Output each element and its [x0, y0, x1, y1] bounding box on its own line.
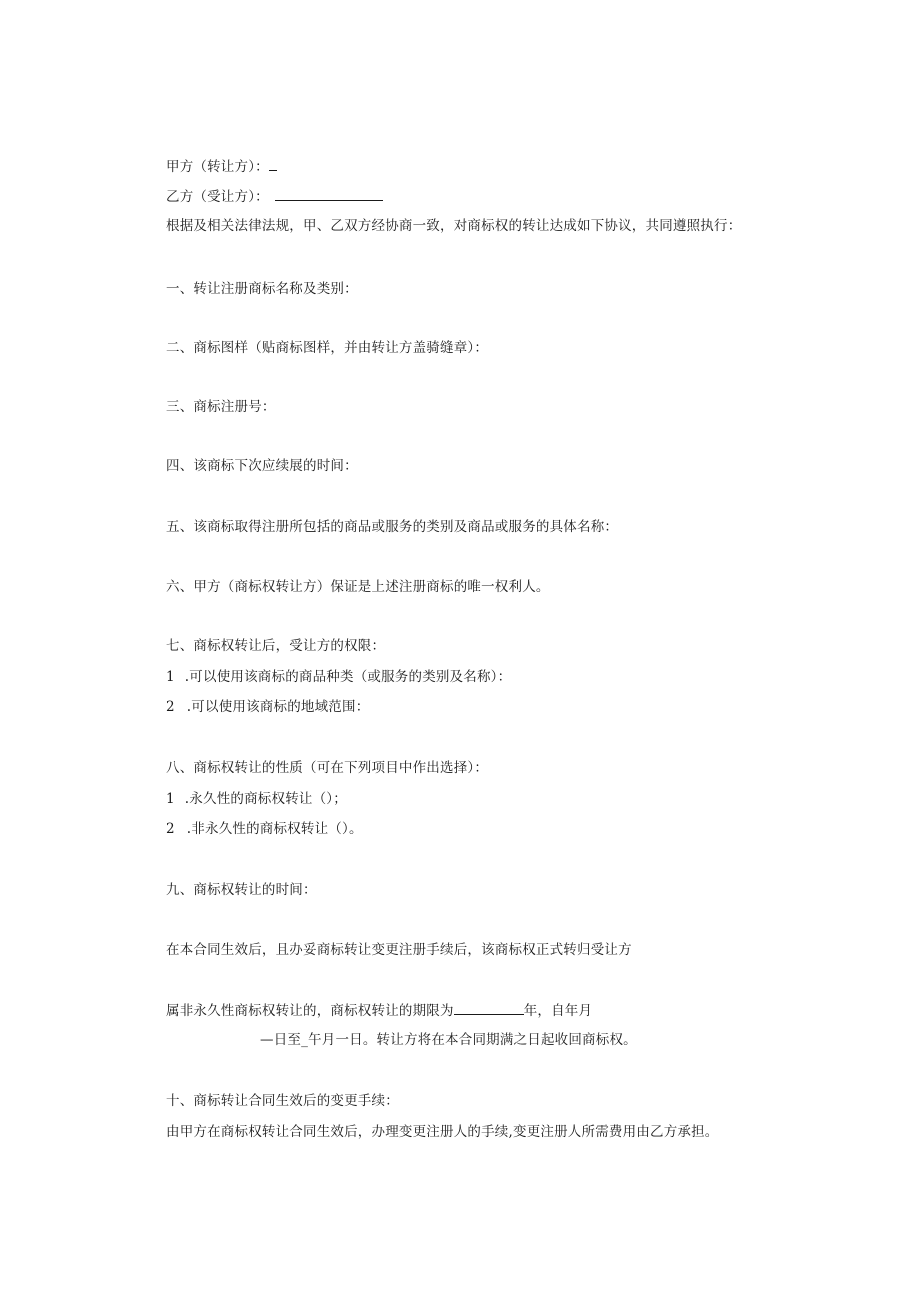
item-text: .可以使用该商标的地域范围：: [186, 699, 370, 715]
term-text-a: 属非永久性商标权转让的，商标权转让的期限为: [166, 1003, 454, 1019]
section-5-heading: 五、该商标取得注册所包括的商品或服务的类别及商品或服务的具体名称：: [166, 519, 619, 535]
section-9-paragraph-2: [166, 1000, 592, 1021]
item-number: 2: [166, 821, 175, 837]
term-text-b: 年，自年月: [523, 1003, 593, 1019]
item-text: .可以使用该商标的商品种类（或服务的类别及名称）：: [184, 669, 512, 685]
party-a-blank: [269, 156, 277, 171]
party-b-line: [166, 186, 383, 207]
section-4-heading: 四、该商标下次应续展的时间：: [166, 458, 358, 474]
section-7-item-2: [166, 697, 369, 717]
intro-paragraph: 根据及相关法律法规，甲、乙双方经协商一致，对商标权的转让达成如下协议，共同遵照执行：: [166, 218, 742, 234]
party-a-line: [166, 156, 277, 177]
term-years-blank: [454, 1000, 524, 1015]
section-7-item-1: [166, 667, 511, 687]
section-8-item-2: [166, 819, 363, 839]
item-number: 1: [166, 669, 175, 685]
section-1-heading: 一、转让注册商标名称及类别：: [166, 281, 358, 297]
party-a-label: 甲方（转让方）：: [166, 159, 269, 175]
section-10-paragraph: 由甲方在商标权转让合同生效后，办理变更注册人的手续,变更注册人所需费用由乙方承担。: [166, 1124, 719, 1140]
section-2-heading: 二、商标图样（贴商标图样，并由转让方盖骑缝章）：: [166, 340, 489, 356]
section-9-paragraph-3: —日至_午月一日。转让方将在本合同期满之日起收回商标权。: [260, 1032, 637, 1048]
section-8-item-1: [166, 789, 347, 809]
section-10-heading: 十、商标转让合同生效后的变更手续：: [166, 1093, 399, 1109]
party-b-blank: [275, 186, 383, 201]
section-9-paragraph-1: 在本合同生效后，且办妥商标转让变更注册手续后，该商标权正式转归受让方: [166, 942, 632, 958]
section-7-heading: 七、商标权转让后，受让方的权限：: [166, 638, 386, 654]
item-text: .非永久性的商标权转让（）。: [186, 821, 363, 837]
party-b-label: 乙方（受让方）：: [166, 189, 269, 205]
item-number: 1: [166, 791, 175, 807]
section-3-heading: 三、商标注册号：: [166, 399, 276, 415]
section-9-heading: 九、商标权转让的时间：: [166, 882, 317, 898]
section-8-heading: 八、商标权转让的性质（可在下列项目中作出选择）：: [166, 760, 489, 776]
item-number: 2: [166, 699, 175, 715]
item-text: .永久性的商标权转让（）；: [184, 791, 347, 807]
section-6-heading: 六、甲方（商标权转让方）保证是上述注册商标的唯一权利人。: [166, 579, 550, 595]
